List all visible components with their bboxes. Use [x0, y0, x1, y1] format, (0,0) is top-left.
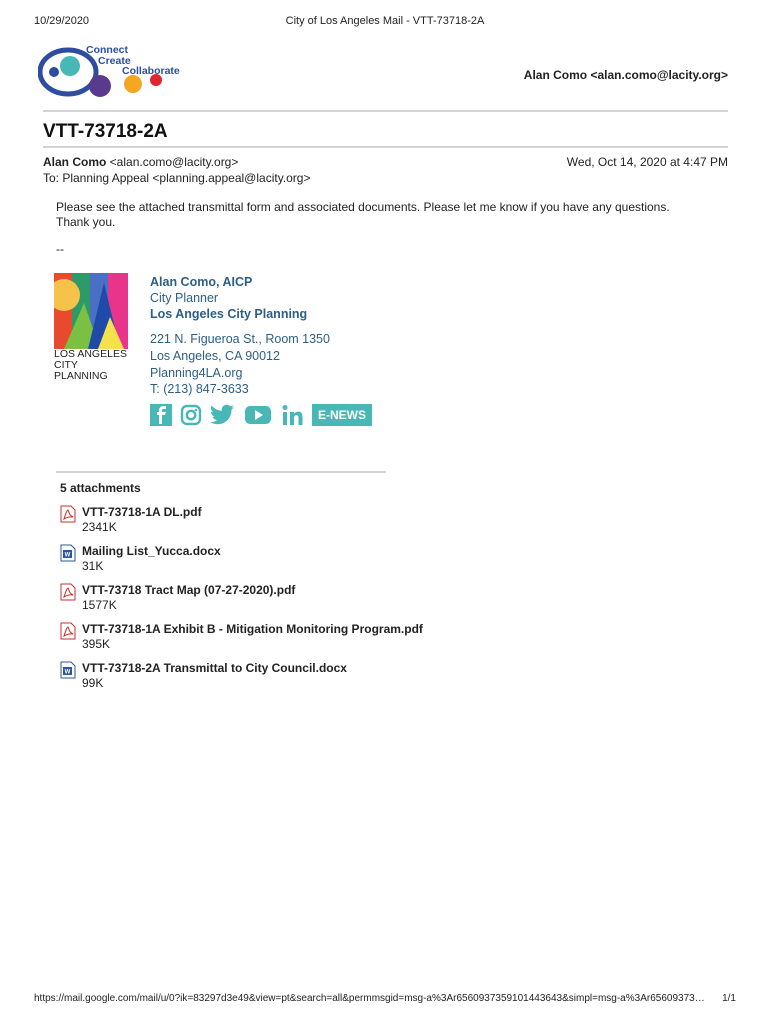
header-divider — [43, 110, 728, 112]
subject-divider — [43, 146, 728, 148]
message-subject: VTT-73718-2A — [43, 121, 168, 142]
print-date: 10/29/2020 — [34, 15, 90, 27]
message-date: Wed, Oct 14, 2020 at 4:47 PM — [566, 155, 728, 169]
attachment-size: 395K — [82, 637, 111, 651]
signature-address2: Los Angeles, CA 90012 — [150, 349, 280, 363]
attachment-size: 2341K — [82, 520, 117, 534]
print-footer-url: https://mail.google.com/mail/u/0?ik=83297d3e49&view=pt&search=all&permmsgid=msg-a%3Ar6560937359101443643&simpl=msg-a%3Ar65609373… — [34, 993, 705, 1004]
youtube-icon[interactable] — [244, 404, 272, 426]
signature-separator: -- — [56, 242, 64, 256]
word-icon — [60, 661, 76, 679]
facebook-icon[interactable] — [150, 404, 172, 426]
linkedin-icon[interactable] — [282, 404, 304, 426]
print-title: City of Los Angeles Mail - VTT-73718-2A — [285, 15, 485, 27]
attachments-divider — [56, 471, 386, 473]
attachment-item[interactable] — [60, 583, 560, 619]
signature-title: City Planner — [150, 291, 219, 305]
body-line-1: Please see the attached transmittal form and associated documents. Please let me know if you have any questions. — [56, 200, 670, 214]
signature-address1: 221 N. Figueroa St., Room 1350 — [150, 332, 330, 346]
instagram-icon[interactable] — [180, 404, 202, 426]
logo-create: Create — [98, 55, 131, 67]
attachment-size: 1577K — [82, 598, 117, 612]
logo-collaborate: Collaborate — [122, 65, 180, 77]
signature-phone: T: (213) 847-3633 — [150, 382, 249, 396]
la-logo-line2: CITY PLANNING — [54, 359, 108, 382]
attachment-name[interactable]: VTT-73718-1A DL.pdf — [82, 505, 202, 519]
la-logo-line1: LOS ANGELES — [54, 348, 127, 360]
signature-website[interactable]: Planning4LA.org — [150, 366, 243, 380]
attachment-item[interactable] — [60, 505, 560, 541]
signature-org: Los Angeles City Planning — [150, 307, 308, 321]
signature-name: Alan Como, AICP — [150, 275, 253, 289]
attachment-name[interactable]: VTT-73718-2A Transmittal to City Council.docx — [82, 661, 347, 675]
la-logo-graphic — [54, 273, 128, 349]
attachment-item[interactable] — [60, 622, 560, 658]
body-line-2: Thank you. — [56, 215, 116, 229]
attachment-name[interactable]: Mailing List_Yucca.docx — [82, 544, 221, 558]
attachment-item[interactable] — [60, 544, 560, 580]
twitter-icon[interactable] — [209, 404, 235, 426]
attachment-size: 99K — [82, 676, 104, 690]
svg-text:W: W — [64, 669, 71, 676]
attachment-name[interactable]: VTT-73718-1A Exhibit B - Mitigation Monitoring Program.pdf — [82, 622, 423, 636]
print-footer-page: 1/1 — [722, 993, 736, 1004]
message-to: To: Planning Appeal <planning.appeal@lacity.org> — [43, 171, 311, 185]
message-body — [56, 200, 706, 230]
attachment-size: 31K — [82, 559, 104, 573]
attachment-item[interactable] — [60, 661, 560, 697]
sender-name: Alan Como — [43, 155, 107, 169]
la-city-planning-logo — [54, 273, 128, 382]
attachment-name[interactable]: VTT-73718 Tract Map (07-27-2020).pdf — [82, 583, 296, 597]
pdf-icon — [60, 622, 76, 640]
account-email: Alan Como <alan.como@lacity.org> — [523, 68, 728, 82]
logo-connect: Connect — [86, 44, 128, 56]
attachments-title: 5 attachments — [60, 481, 141, 495]
svg-text:W: W — [64, 552, 71, 559]
pdf-icon — [60, 583, 76, 601]
word-icon — [60, 544, 76, 562]
sender-email: <alan.como@lacity.org> — [106, 155, 239, 169]
message-from — [43, 155, 238, 169]
pdf-icon — [60, 505, 76, 523]
city-logo — [38, 42, 178, 98]
enews-button[interactable]: E-NEWS — [312, 404, 372, 426]
